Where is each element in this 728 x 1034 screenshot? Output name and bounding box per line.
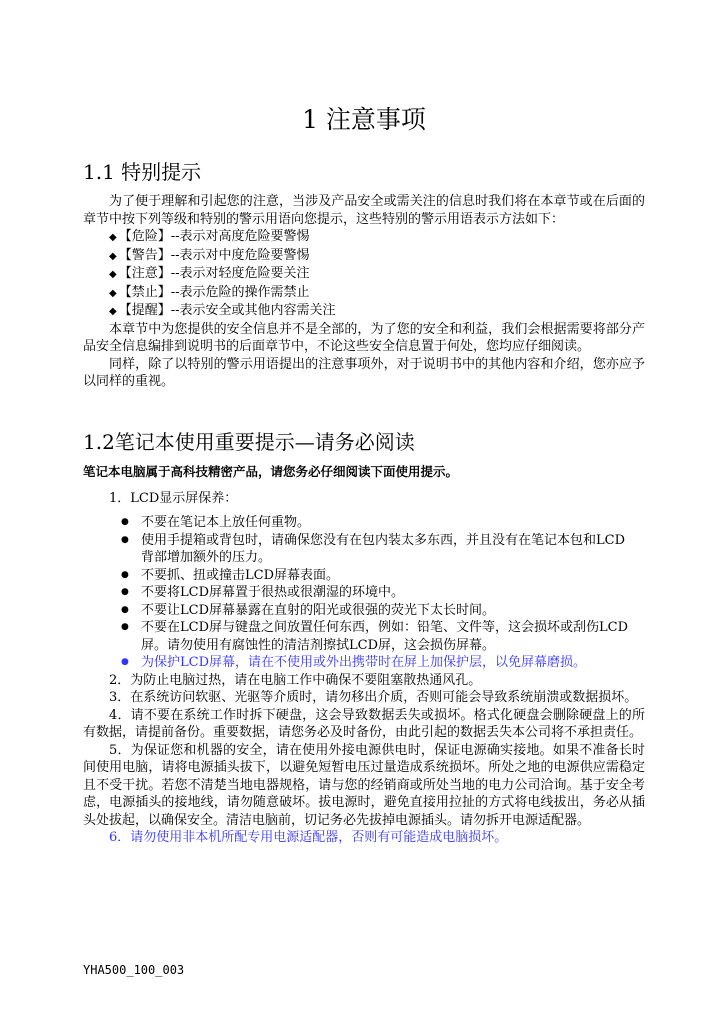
warning-levels-list bbox=[83, 228, 645, 321]
lcd-tip: ● 不要抓、扭或撞击LCD屏幕表面。 bbox=[121, 567, 645, 585]
lead-paragraph: 笔记本电脑属于高科技精密产品，请您务必仔细阅读下面使用提示。 bbox=[83, 464, 459, 479]
item-4: 4．请不要在系统工作时拆下硬盘，这会导致数据丢失或损坏。格式化硬盘会删除硬盘上的所有数据，请提前备份。重要数据，请您务必及时备份，由此引起的数据丢失本公司将不承担责任。 bbox=[83, 707, 645, 740]
page-title: 1 注意事项 bbox=[302, 105, 426, 134]
level-reminder: ◆ 【提醒】--表示安全或其他内容需关注 bbox=[109, 302, 645, 321]
lcd-tip: ● 不要在笔记本上放任何重物。 bbox=[121, 514, 645, 532]
attention-paragraph: 同样，除了以特别的警示用语提出的注意事项外，对于说明书中的其他内容和介绍，您亦应予以同样的重视。 bbox=[83, 356, 645, 389]
lcd-tip: ● 不要将LCD屏幕置于很热或很潮湿的环境中。 bbox=[121, 584, 645, 602]
intro-paragraph: 为了便于理解和引起您的注意，当涉及产品安全或需关注的信息时我们将在本章节或在后面的章节中按下列等级和特别的警示用语向您提示，这些特别的警示用语表示方法如下： bbox=[83, 194, 645, 227]
level-danger: ◆ 【危险】--表示对高度危险要警惕 bbox=[109, 228, 645, 247]
section-heading-1-2: 1.2笔记本使用重要提示—请务必阅读 bbox=[83, 430, 415, 454]
lcd-tip: ● 不要在LCD屏与键盘之间放置任何东西，例如：铅笔、文件等，这会损坏或刮伤LCD屏。请勿使用有腐蚀性的清洁剂擦拭LCD屏，这会损伤屏幕。 bbox=[121, 619, 645, 654]
lcd-care-list bbox=[83, 514, 645, 672]
item-5: 5．为保证您和机器的安全，请在使用外接电源供电时，保证电源确实接地。如果不准备长时间使用电脑，请将电源插头拔下，以避免短暂电压过量造成系统损坏。所处之地的电源供应需稳定且不受干扰。若您不清楚当地电器规格，请与您的经销商或所处当地的电力公司洽询。基于安全考虑，电源插头的接地线，请勿随意破坏。拔电源时，避免直接用拉扯的方式将电线拔出，务必从插头处拔起，以确保安全。清洁电脑前，切记务必先拔掉电源插头。请勿拆开电源适配器。 bbox=[83, 742, 645, 828]
section-1-2-body bbox=[83, 463, 645, 847]
lcd-tip-highlighted: ● 为保护LCD屏幕，请在不使用或外出携带时在屏上加保护层，以免屏幕磨损。 bbox=[121, 654, 645, 672]
item-3: 3．在系统访问软驱、光驱等介质时，请勿移出介质，否则可能会导致系统崩溃或数据损坏。 bbox=[109, 690, 638, 705]
item-2: 2．为防止电脑过热，请在电脑工作中确保不要阻塞散热通风孔。 bbox=[109, 672, 482, 688]
item-6: 6．请勿使用非本机所配专用电源适配器，否则有可能造成电脑损坏。 bbox=[109, 830, 508, 845]
lcd-tip: ● 不要让LCD屏幕暴露在直射的阳光或很强的荧光下太长时间。 bbox=[121, 602, 645, 620]
section-1-1-body bbox=[83, 193, 645, 391]
footer-doc-id: YHA500_100_003 bbox=[83, 963, 185, 977]
level-warning: ◆ 【警告】--表示对中度危险要警惕 bbox=[109, 247, 645, 266]
lcd-care-title: 1．LCD显示屏保养： bbox=[109, 490, 238, 506]
level-caution: ◆ 【注意】--表示对轻度危险要关注 bbox=[109, 265, 645, 284]
lcd-tip: ● 使用手提箱或背包时，请确保您没有在包内装太多东西，并且没有在笔记本包和LCD背部增加额外的压力。 bbox=[121, 532, 645, 567]
section-heading-1-1: 1.1 特别提示 bbox=[83, 160, 202, 184]
level-prohibited: ◆ 【禁止】--表示危险的操作需禁止 bbox=[109, 284, 645, 303]
safety-info-paragraph: 本章节中为您提供的安全信息并不是全部的，为了您的安全和利益，我们会根据需要将部分产品安全信息编排到说明书的后面章节中，不论这些安全信息置于何处，您均应仔细阅读。 bbox=[83, 321, 645, 354]
